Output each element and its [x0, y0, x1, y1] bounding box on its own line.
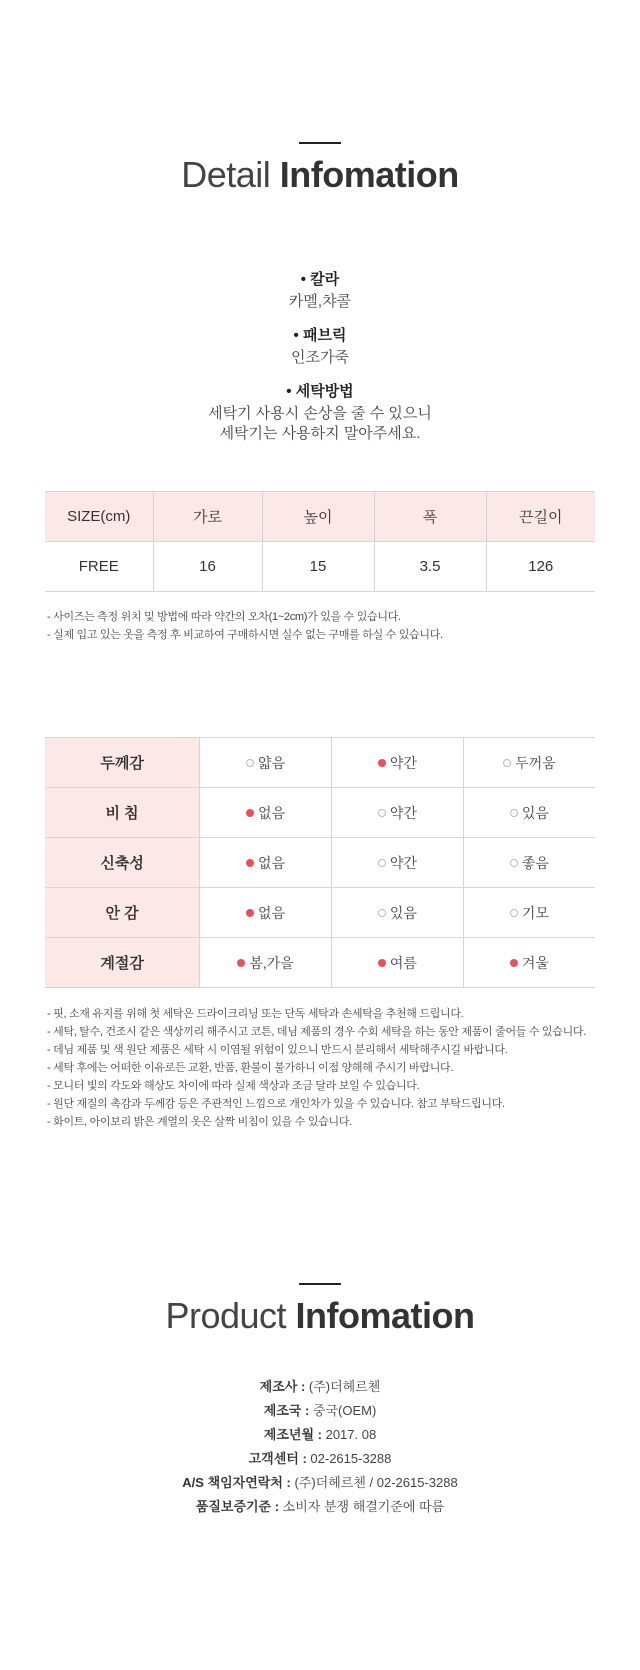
property-option-label: 없음: [258, 854, 286, 871]
spec-washing: [0, 382, 640, 444]
product-title-bar: [299, 1283, 341, 1285]
unselected-dot-icon: [510, 909, 518, 917]
size-cell: FREE: [45, 542, 153, 592]
info-key: 고객센터 :: [248, 1451, 307, 1466]
spec-label: • 칼라: [300, 271, 340, 288]
spec-value: 인조가죽: [291, 349, 349, 366]
note-line: - 데님 제품 및 색 원단 제품은 세탁 시 이염될 위험이 있으니 반드시 분리해서 세탁해주시길 바랍니다.: [47, 1044, 508, 1056]
product-info: [0, 1375, 640, 1519]
property-option: [463, 738, 595, 788]
property-option-label: 없음: [258, 904, 286, 921]
note-line: - 화이트, 아이보리 밝은 계열의 옷은 살짝 비침이 있을 수 있습니다.: [47, 1116, 352, 1128]
note-line: - 사이즈는 측정 위치 및 방법에 따라 약간의 오차(1~2cm)가 있을 수 있습니다.: [47, 611, 401, 623]
property-row: [45, 938, 595, 988]
info-key: 품질보증기준 :: [195, 1499, 280, 1514]
property-option: [200, 788, 332, 838]
info-key: 제조국 :: [263, 1403, 310, 1418]
property-label: 안 감: [45, 888, 200, 938]
info-value: 중국(OEM): [309, 1403, 377, 1418]
unselected-dot-icon: [503, 759, 511, 767]
property-option-label: 얇음: [258, 754, 286, 771]
spec-label: • 패브릭: [293, 327, 347, 344]
property-option: [463, 838, 595, 888]
info-value: (주)더헤르첸: [305, 1379, 381, 1394]
product-title: [0, 1295, 640, 1337]
unselected-dot-icon: [378, 859, 386, 867]
detail-title-bar: [299, 142, 341, 144]
product-info-row: [0, 1375, 640, 1399]
size-header-cell: 가로: [153, 492, 262, 542]
property-option-label: 여름: [389, 954, 417, 971]
selected-dot-icon: [246, 809, 254, 817]
property-option: [331, 788, 463, 838]
size-table-row: [45, 542, 595, 592]
unselected-dot-icon: [510, 859, 518, 867]
product-info-row: [0, 1471, 640, 1495]
property-option-label: 약간: [389, 854, 417, 871]
property-option: [331, 838, 463, 888]
size-cell: 16: [153, 542, 262, 592]
property-option-label: 없음: [258, 804, 286, 821]
selected-dot-icon: [246, 909, 254, 917]
unselected-dot-icon: [378, 809, 386, 817]
property-option: [331, 938, 463, 988]
product-info-row: [0, 1399, 640, 1423]
selected-dot-icon: [378, 759, 386, 767]
spec-color: [0, 270, 640, 312]
spec-fabric: [0, 326, 640, 368]
property-option: [463, 788, 595, 838]
detail-title-light: Detail: [181, 154, 271, 195]
info-key: A/S 책임자연락처 :: [182, 1475, 291, 1490]
property-option-label: 겨울: [521, 954, 549, 971]
size-cell: 15: [262, 542, 374, 592]
property-row: [45, 738, 595, 788]
property-row: [45, 838, 595, 888]
note-line: - 세탁 후에는 어떠한 이유로든 교환, 반품, 환불이 불가하니 이점 양해해 주시기 바랍니다.: [47, 1062, 454, 1074]
info-value: (주)더헤르첸 / 02-2615-3288: [290, 1475, 458, 1490]
property-option-label: 좋음: [521, 854, 549, 871]
care-notes: [47, 1005, 627, 1131]
product-title-light: Product: [165, 1295, 287, 1336]
info-key: 제조년월 :: [263, 1427, 322, 1442]
product-title-bold: Infomation: [295, 1295, 475, 1336]
product-info-row: [0, 1447, 640, 1471]
selected-dot-icon: [237, 959, 245, 967]
property-label: 비 침: [45, 788, 200, 838]
property-option-label: 약간: [389, 804, 417, 821]
size-header-cell: 폭: [374, 492, 486, 542]
property-option: [200, 738, 332, 788]
property-option: [331, 888, 463, 938]
detail-title: [0, 154, 640, 196]
info-value: 02-2615-3288: [306, 1451, 392, 1466]
selected-dot-icon: [378, 959, 386, 967]
property-table: [45, 737, 595, 988]
note-line: - 원단 재질의 촉감과 두께감 등은 주관적인 느낌으로 개인차가 있을 수 있습니다. 참고 부탁드립니다.: [47, 1098, 505, 1110]
note-line: - 실제 입고 있는 옷을 측정 후 비교하여 구매하시면 실수 없는 구매를 하실 수 있습니다.: [47, 629, 443, 641]
info-value: 2017. 08: [321, 1427, 377, 1442]
size-cell: 3.5: [374, 542, 486, 592]
info-key: 제조사 :: [259, 1379, 306, 1394]
property-option-label: 봄,가을: [249, 954, 294, 971]
note-line: - 모니터 빛의 각도와 해상도 차이에 따라 실제 색상과 조금 달라 보일 수 있습니다.: [47, 1080, 420, 1092]
size-notes: [47, 608, 627, 644]
property-option: [463, 888, 595, 938]
spec-value: 세탁기는 사용하지 말아주세요.: [219, 425, 421, 442]
property-option: [200, 838, 332, 888]
size-table-header: [45, 492, 595, 542]
detail-title-bold: Infomation: [279, 154, 459, 195]
property-option-label: 두꺼움: [515, 754, 556, 771]
property-option: [200, 888, 332, 938]
product-info-row: [0, 1495, 640, 1519]
property-label: 계절감: [45, 938, 200, 988]
info-value: 소비자 분쟁 해결기준에 따름: [279, 1499, 445, 1514]
property-option-label: 있음: [389, 904, 417, 921]
size-header-cell: 높이: [262, 492, 374, 542]
note-line: - 핏, 소재 유지를 위해 첫 세탁은 드라이크리닝 또는 단독 세탁과 손세탁을 추천해 드립니다.: [47, 1008, 464, 1020]
selected-dot-icon: [510, 959, 518, 967]
property-label: 두께감: [45, 738, 200, 788]
property-label: 신축성: [45, 838, 200, 888]
unselected-dot-icon: [246, 759, 254, 767]
size-cell: 126: [486, 542, 595, 592]
unselected-dot-icon: [378, 909, 386, 917]
property-option-label: 약간: [389, 754, 417, 771]
property-option-label: 기모: [521, 904, 549, 921]
product-info-row: [0, 1423, 640, 1447]
note-line: - 세탁, 탈수, 건조시 같은 색상끼리 해주시고 코튼, 데님 제품의 경우 수회 세탁을 하는 동안 제품이 줄어들 수 있습니다.: [47, 1026, 586, 1038]
spec-value: 세탁기 사용시 손상을 줄 수 있으니: [208, 405, 432, 422]
property-option-label: 있음: [521, 804, 549, 821]
selected-dot-icon: [246, 859, 254, 867]
property-option: [200, 938, 332, 988]
property-option: [463, 938, 595, 988]
unselected-dot-icon: [510, 809, 518, 817]
size-header-cell: SIZE(cm): [45, 492, 153, 542]
property-row: [45, 788, 595, 838]
size-header-cell: 끈길이: [486, 492, 595, 542]
size-table: [45, 491, 595, 592]
property-option: [331, 738, 463, 788]
spec-label: • 세탁방법: [286, 383, 354, 400]
spec-value: 카멜,챠콜: [288, 293, 352, 310]
property-row: [45, 888, 595, 938]
